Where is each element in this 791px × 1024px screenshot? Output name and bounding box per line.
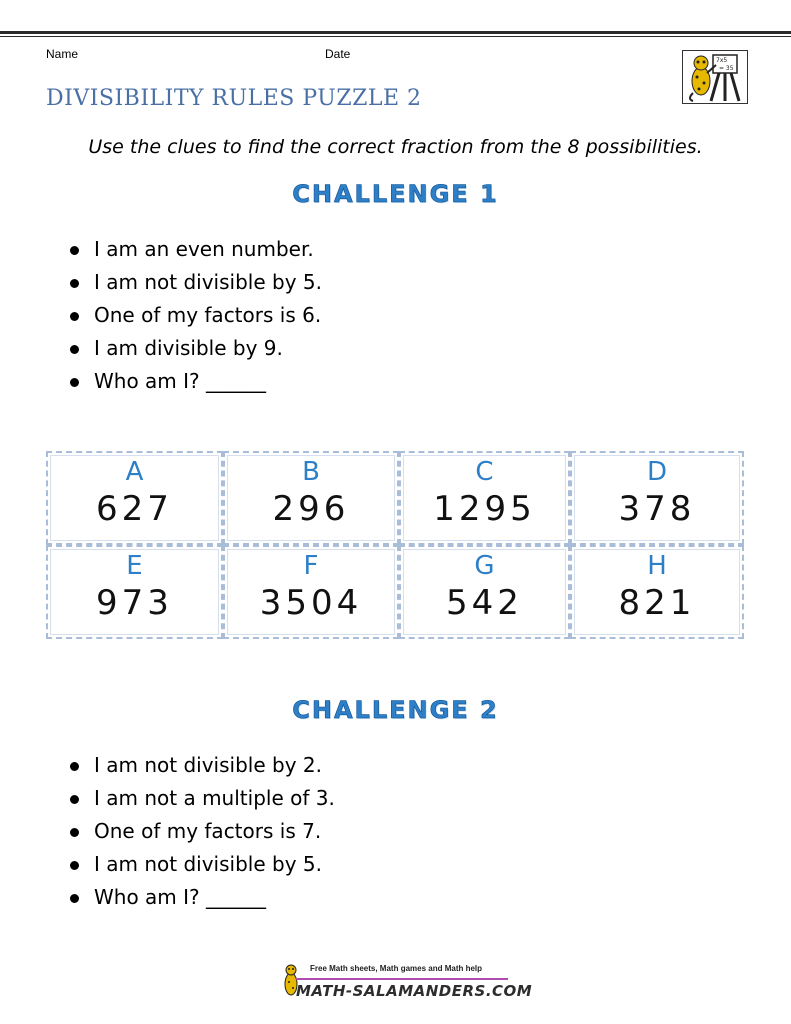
- option-letter: H: [647, 551, 667, 581]
- challenge-1-clues: [66, 233, 322, 398]
- header-rule-thin: [0, 36, 791, 37]
- clue-text: I am not divisible by 2.: [94, 753, 322, 777]
- option-letter: C: [475, 457, 494, 487]
- clue-item: [66, 815, 335, 848]
- option-f: [223, 545, 399, 639]
- clue-item: [66, 782, 335, 815]
- option-number: 973: [96, 583, 173, 623]
- option-a: [46, 451, 223, 545]
- answer-prompt[interactable]: [66, 365, 322, 398]
- options-grid: [46, 451, 744, 639]
- bullet-icon: [70, 894, 79, 903]
- challenge-2-heading: CHALLENGE 2: [292, 696, 499, 724]
- option-number: 3504: [259, 583, 363, 623]
- bullet-icon: [70, 378, 79, 387]
- option-number: 1295: [433, 489, 536, 529]
- board-text-2: = 35: [719, 65, 734, 72]
- challenge-1-heading: CHALLENGE 1: [292, 180, 499, 208]
- clue-item: [66, 299, 322, 332]
- option-letter: G: [474, 551, 495, 581]
- option-number: 627: [96, 489, 173, 529]
- bullet-icon: [70, 762, 79, 771]
- answer-prompt[interactable]: [66, 881, 335, 914]
- footer-site-link[interactable]: MATH-SALAMANDERS.COM: [296, 982, 533, 1000]
- clue-text: One of my factors is 6.: [94, 303, 322, 327]
- header-rule: [0, 31, 791, 34]
- option-number: 821: [618, 583, 696, 623]
- board-text-1: 7x5: [716, 57, 728, 64]
- clue-item: [66, 233, 322, 266]
- bullet-icon: [70, 795, 79, 804]
- name-label: Name: [46, 47, 79, 61]
- clue-text: I am divisible by 9.: [94, 336, 283, 360]
- instructions: Use the clues to find the correct fraction from the 8 possibilities.: [88, 136, 703, 158]
- bullet-icon: [70, 312, 79, 321]
- option-h: [570, 545, 744, 639]
- page-title: DIVISIBILITY RULES PUZZLE 2: [46, 86, 422, 111]
- option-b: [223, 451, 399, 545]
- bullet-icon: [70, 279, 79, 288]
- challenge-2-clues: [66, 749, 335, 914]
- bullet-icon: [70, 861, 79, 870]
- bullet-icon: [70, 246, 79, 255]
- option-number: 542: [446, 583, 523, 623]
- clue-item: [66, 749, 335, 782]
- clue-text: I am not divisible by 5.: [94, 852, 322, 876]
- clue-item: [66, 332, 322, 365]
- clue-text: I am not divisible by 5.: [94, 270, 322, 294]
- option-letter: F: [303, 551, 319, 581]
- option-e: [46, 545, 223, 639]
- clue-item: [66, 848, 335, 881]
- bullet-icon: [70, 345, 79, 354]
- option-letter: D: [646, 457, 668, 487]
- clue-text: Who am I? ______: [94, 885, 267, 909]
- option-letter: E: [126, 551, 143, 581]
- bullet-icon: [70, 828, 79, 837]
- clue-text: Who am I? ______: [94, 369, 267, 393]
- salamander-teacher-icon: [682, 50, 748, 104]
- option-g: [399, 545, 570, 639]
- option-number: 296: [272, 489, 350, 529]
- clue-text: One of my factors is 7.: [94, 819, 322, 843]
- date-label: Date: [325, 47, 351, 61]
- clue-text: I am not a multiple of 3.: [94, 786, 335, 810]
- option-c: [399, 451, 570, 545]
- option-number: 378: [618, 489, 696, 529]
- option-letter: A: [125, 457, 144, 487]
- clue-text: I am an even number.: [94, 237, 314, 261]
- footer-tagline: Free Math sheets, Math games and Math help: [310, 964, 483, 973]
- option-letter: B: [302, 457, 320, 487]
- clue-item: [66, 266, 322, 299]
- footer-rule: [296, 978, 508, 980]
- option-d: [570, 451, 744, 545]
